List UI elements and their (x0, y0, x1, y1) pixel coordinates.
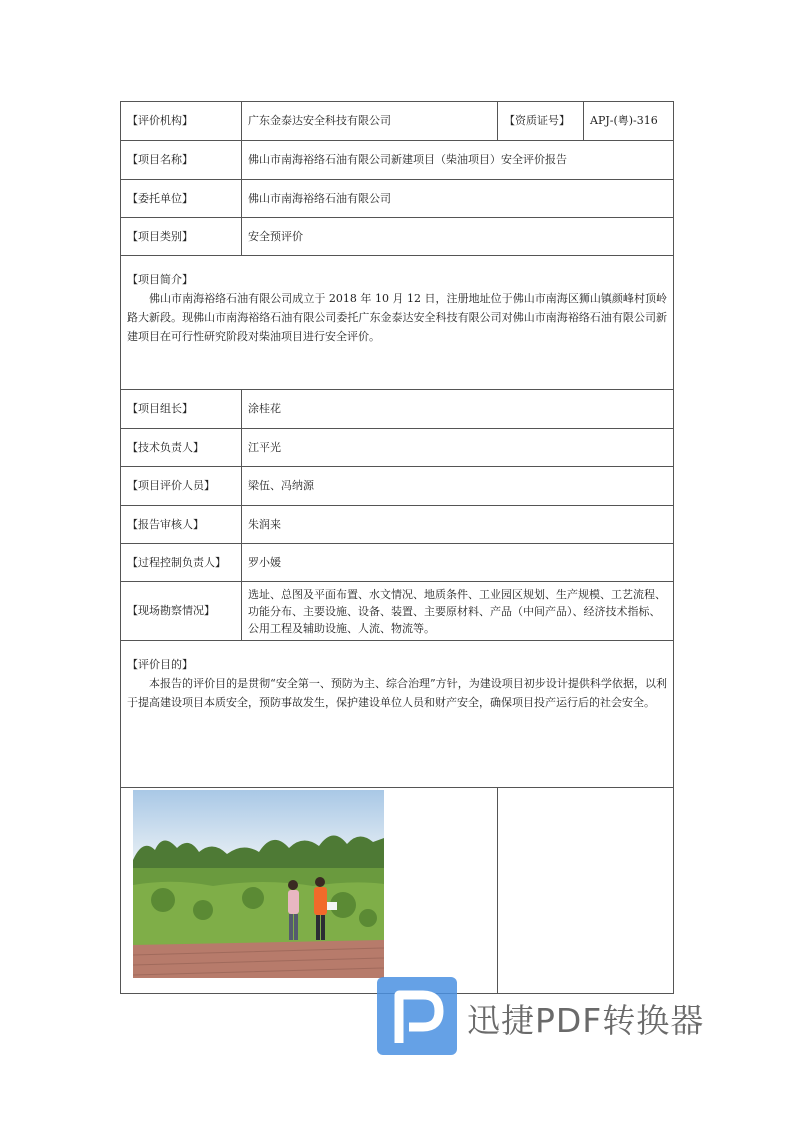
tech-label: 【技术负责人】 (121, 429, 242, 467)
intro-text: 佛山市南海裕络石油有限公司成立于 2018 年 10 月 12 日，注册地址位于佛山市南海区狮山镇颜峰村顶岭路大新段。现佛山市南海裕络石油有限公司委托广东金泰达安全科技有限公司对佛山市南海裕络石油有限公司新建项目在可行性研究阶段对柴油项目进行安全评价。 (127, 292, 667, 343)
survey-label: 【现场勘察情况】 (121, 582, 242, 641)
blank-cell (498, 788, 674, 994)
purpose-cell (121, 641, 674, 788)
client-value: 佛山市南海裕络石油有限公司 (242, 180, 674, 218)
row-category (121, 218, 674, 256)
process-value: 罗小媛 (242, 544, 674, 582)
category-label: 【项目类别】 (121, 218, 242, 256)
row-process (121, 544, 674, 582)
row-survey (121, 582, 674, 641)
row-org (121, 102, 674, 141)
intro-cell (121, 256, 674, 390)
row-tech (121, 429, 674, 467)
purpose-title: 【评价目的】 (127, 658, 193, 671)
row-purpose (121, 641, 674, 788)
client-label: 【委托单位】 (121, 180, 242, 218)
row-reviewer (121, 506, 674, 544)
site-survey-photo (133, 790, 384, 978)
watermark-text: 迅捷PDF转换器 (467, 1001, 705, 1040)
evaluators-value: 梁伍、冯纳源 (242, 467, 674, 506)
category-value: 安全预评价 (242, 218, 674, 256)
row-client (121, 180, 674, 218)
project-name-label: 【项目名称】 (121, 141, 242, 180)
intro-title: 【项目简介】 (127, 273, 193, 286)
process-label: 【过程控制负责人】 (121, 544, 242, 582)
site-photo-illustration (133, 790, 384, 978)
leader-label: 【项目组长】 (121, 390, 242, 429)
cert-value: APJ-(粤)-316 (584, 102, 674, 141)
evaluators-label: 【项目评价人员】 (121, 467, 242, 506)
project-name-value: 佛山市南海裕络石油有限公司新建项目（柴油项目）安全评价报告 (242, 141, 674, 180)
org-label: 【评价机构】 (121, 102, 242, 141)
leader-value: 涂桂花 (242, 390, 674, 429)
pdf-converter-logo-icon (377, 977, 457, 1055)
purpose-text: 本报告的评价目的是贯彻“安全第一、预防为主、综合治理”方针，为建设项目初步设计提供科学依据，以利于提高建设项目本质安全，预防事故发生，保护建设单位人员和财产安全，确保项目投产运行后的社会安全。 (127, 677, 667, 709)
survey-value: 选址、总图及平面布置、水文情况、地质条件、工业园区规划、生产规模、工艺流程、功能分布、主要设施、设备、装置、主要原材料、产品（中间产品）、经济技术指标、公用工程及辅助设施、人流、物流等。 (242, 582, 674, 641)
reviewer-label: 【报告审核人】 (121, 506, 242, 544)
reviewer-value: 朱润来 (242, 506, 674, 544)
row-evaluators (121, 467, 674, 506)
org-value: 广东金泰达安全科技有限公司 (242, 102, 498, 141)
tech-value: 江平光 (242, 429, 674, 467)
cert-label: 【资质证号】 (498, 102, 584, 141)
row-leader (121, 390, 674, 429)
row-intro (121, 256, 674, 390)
row-project-name (121, 141, 674, 180)
watermark (377, 977, 727, 1055)
